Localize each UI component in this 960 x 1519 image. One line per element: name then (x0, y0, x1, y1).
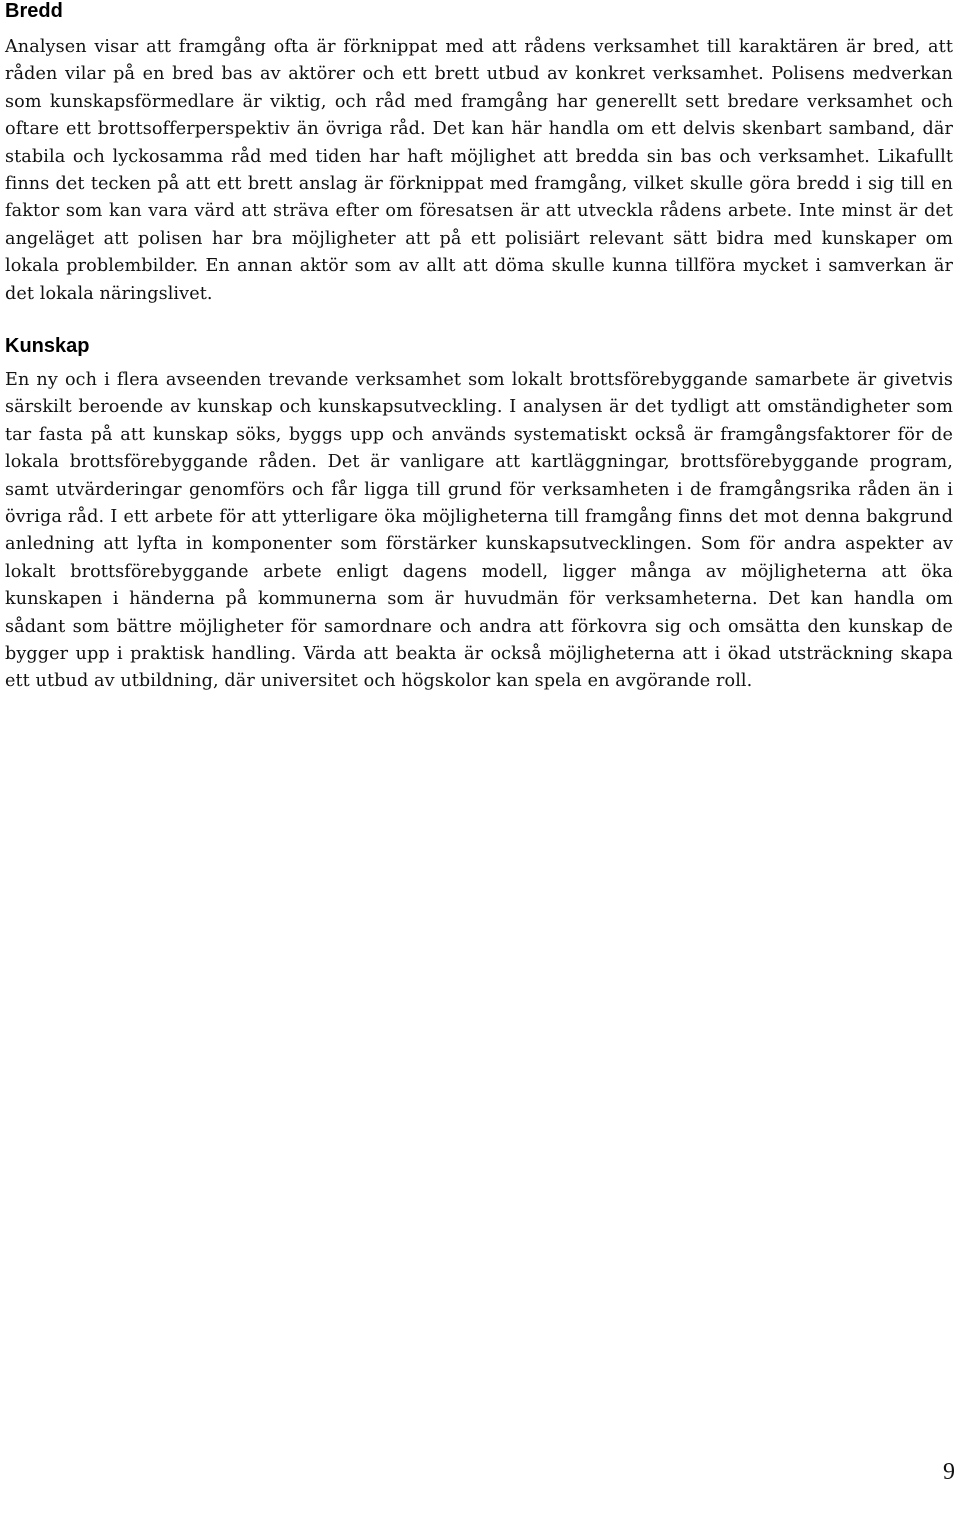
section-heading-bredd: Bredd (5, 0, 63, 22)
section-paragraph-kunskap: En ny och i flera avseenden trevande verksamhet som lokalt brottsförebyggande samarbete är givetvis särskilt beroende av kunskap och kunskapsutveckling. I analysen är det tydligt att omständigheter som tar fasta på att kunskap söks, byggs upp och används systematiskt också är framgångsfaktorer för de lokala brottsförebyggande råden. Det är vanligare att kartläggningar, brottsförebyggande program, samt utvärderingar genomförs och får ligga till grund för verksamheten i de framgångsrika råden än i övriga råd. I ett arbete för att ytterligare öka möjligheterna till framgång finns det mot denna bakgrund anledning att lyfta in komponenter som förstärker kunskapsutvecklingen. Som för andra aspekter av lokalt brottsförebyggande arbete enligt dagens modell, ligger många av möjligheterna att öka kunskapen i händerna på kommunerna som är huvudmän för verksamheterna. Det kan handla om sådant som bättre möjligheter för samordnare och andra att förkovra sig och omsätta den kunskap de bygger upp i praktisk handling. Värda att beakta är också möjligheterna att i ökad utsträckning skapa ett utbud av utbildning, där universitet och högskolor kan spela en avgörande roll. (5, 370, 953, 692)
section-heading-kunskap: Kunskap (5, 335, 90, 357)
page-number: 9 (943, 1459, 955, 1485)
section-paragraph-bredd: Analysen visar att framgång ofta är förknippat med att rådens verksamhet till karaktären är bred, att råden vilar på en bred bas av aktörer och ett brett utbud av konkret verksamhet. Polisens medverkan som kunskapsförmedlare är viktig, och råd med framgång har generellt sett bredare verksamhet och oftare ett brottsofferperspektiv än övriga råd. Det kan här handla om ett delvis skenbart samband, där stabila och lyckosamma råd med tiden har haft möjlighet att bredda sin bas och verksamhet. Likafullt finns det tecken på att ett brett anslag är förknippat med framgång, vilket skulle göra bredd i sig till en faktor som kan vara värd att sträva efter om föresatsen är att utveckla rådens arbete. Inte minst är det angeläget att polisen har bra möjligheter att på ett polisiärt relevant sätt bidra med kunskaper om lokala problembilder. En annan aktör som av allt att döma skulle kunna tillföra mycket i samverkan är det lokala näringslivet. (5, 37, 953, 304)
